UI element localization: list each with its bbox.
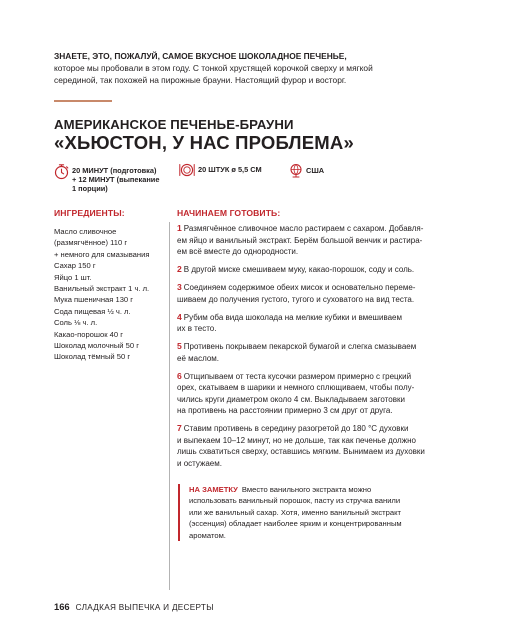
recipe-title: «ХЬЮСТОН, У НАС ПРОБЛЕМА»	[54, 132, 354, 153]
step-line: её маслом.	[177, 353, 219, 363]
meta-country	[289, 163, 324, 178]
meta-time-text	[72, 166, 159, 194]
step-line	[177, 223, 477, 235]
intro-block	[54, 50, 484, 86]
note-line: ароматом.	[189, 530, 226, 540]
note-line	[189, 484, 438, 495]
step-line: на противень на расстоянии примерно 3 см друг от друга.	[177, 406, 393, 415]
step-text: Размягчённое сливочное масло растираем с сахаром. Добавля-	[183, 224, 424, 233]
meta-time-line: 1 порции)	[72, 184, 108, 194]
meta-time	[54, 163, 159, 194]
step-text: Ставим противень в середину разогретой до 180 °С духовки	[183, 424, 409, 433]
step-text: Отщипываем от теста кусочки размером примерно с грецкий	[183, 371, 412, 381]
step-line: и выпекаем 10–12 минут, но не дольше, так как печенье должно	[177, 435, 416, 445]
recipe-subtitle: АМЕРИКАНСКОЕ ПЕЧЕНЬЕ-БРАУНИ	[54, 117, 294, 132]
tip-note	[178, 484, 438, 541]
meta-time-line: 20 МИНУТ (подготовка)	[72, 166, 157, 175]
ingredient-item: Мука пшеничная 130 г	[54, 295, 134, 305]
step-number: 1	[177, 223, 182, 233]
meta-yield-text: 20 ШТУК ø 5,5 СМ	[198, 165, 262, 175]
step-line	[177, 282, 477, 294]
step-item	[177, 312, 477, 335]
step-line	[177, 371, 477, 383]
step-line: шиваем до получения густого, тугого и суховатого на вид теста.	[177, 294, 415, 304]
page-number: 166	[54, 601, 70, 612]
note-line: или же ванильный сахар. Хотя, именно ванильный экстракт	[189, 507, 401, 517]
intro-text-line: которое мы пробовали в этом году. С тонкой хрустящей корочкой сверху и мягкой	[54, 63, 373, 73]
ingredient-item: Сахар 150 г	[54, 261, 96, 271]
globe-icon	[289, 163, 303, 178]
step-item	[177, 423, 477, 469]
ingredient-item: Шоколад молочный 50 г	[54, 341, 139, 351]
step-line: орех, скатываем в шарики и немного сплющиваем, чтобы полу-	[177, 383, 415, 392]
step-line: и остужаем.	[177, 458, 222, 468]
note-line: (эссенция) обладает наиболее ярким и концентрированным	[189, 519, 402, 529]
ingredients-heading: ИНГРЕДИЕНТЫ:	[54, 208, 125, 218]
intro-text	[54, 62, 484, 86]
meta-yield	[179, 163, 262, 177]
step-number: 3	[177, 282, 182, 292]
step-line: ем яйцо и ванильный экстракт. Берём большой венчик и растира-	[177, 235, 423, 245]
meta-country-text: США	[306, 165, 325, 175]
step-line: их в тесто.	[177, 324, 217, 333]
clock-icon	[54, 163, 69, 180]
ingredient-item: (размягчённое) 110 г	[54, 238, 128, 248]
ingredient-item: Соль ⅛ ч. л.	[54, 318, 98, 328]
ingredient-item: Масло сливочное	[54, 227, 117, 236]
note-text: Вместо ванильного экстракта можно	[241, 485, 372, 494]
step-line	[177, 264, 477, 276]
ingredient-item: Сода пищевая ½ ч. л.	[54, 306, 131, 316]
step-number: 2	[177, 264, 182, 274]
ingredient-item: Шоколад тёмный 50 г	[54, 352, 131, 362]
step-line	[177, 312, 477, 324]
step-item	[177, 223, 477, 258]
note-line: использовать ванильный порошок, пасту из стручка ванили	[189, 496, 401, 506]
step-line	[177, 423, 477, 435]
section-name: СЛАДКАЯ ВЫПЕЧКА И ДЕСЕРТЫ	[75, 603, 214, 612]
note-label: НА ЗАМЕТКУ	[189, 485, 238, 494]
meta-time-line: + 12 МИНУТ (выпекание	[72, 175, 160, 185]
ingredient-item: Яйцо 1 шт.	[54, 272, 92, 282]
step-line: лишь схватиться сверху, оставшись мягким. Вынимаем из духовки	[177, 447, 425, 456]
step-line: чились круги диаметром около 4 см. Выкладываем заготовки	[177, 394, 405, 404]
intro-rule	[54, 100, 112, 102]
step-item	[177, 264, 477, 276]
step-text: Соединяем содержимое обеих мисок и основательно переме-	[183, 283, 416, 292]
step-text: Рубим оба вида шоколада на мелкие кубики и вмешиваем	[183, 312, 402, 322]
steps-list	[177, 223, 477, 476]
step-number: 7	[177, 423, 182, 433]
steps-heading: НАЧИНАЕМ ГОТОВИТЬ:	[177, 208, 281, 218]
step-item	[177, 371, 477, 417]
ingredient-item: Ванильный экстракт 1 ч. л.	[54, 284, 150, 294]
step-text: Противень покрываем пекарской бумагой и слегка смазываем	[183, 342, 417, 351]
step-item	[177, 282, 477, 305]
step-line	[177, 341, 477, 353]
column-divider	[169, 222, 170, 590]
step-number: 6	[177, 370, 182, 381]
step-item	[177, 341, 477, 364]
ingredient-item: Какао-порошок 40 г	[54, 329, 123, 339]
step-text: В другой миске смешиваем муку, какао-порошок, соду и соль.	[183, 265, 415, 274]
ingredients-list	[54, 226, 174, 363]
step-number: 4	[177, 311, 182, 322]
intro-text-line: серединой, так похожей на пирожные брауни. Настоящий фурор и восторг.	[54, 75, 347, 85]
plate-icon	[179, 163, 195, 177]
ingredient-item: + немного для смазывания	[54, 249, 150, 259]
intro-heading: ЗНАЕТЕ, ЭТО, ПОЖАЛУЙ, САМОЕ ВКУСНОЕ ШОКОЛАДНОЕ ПЕЧЕНЬЕ,	[54, 51, 347, 61]
step-line: ем всё вместе до однородности.	[177, 247, 299, 256]
step-number: 5	[177, 341, 182, 351]
page-footer	[54, 601, 214, 612]
